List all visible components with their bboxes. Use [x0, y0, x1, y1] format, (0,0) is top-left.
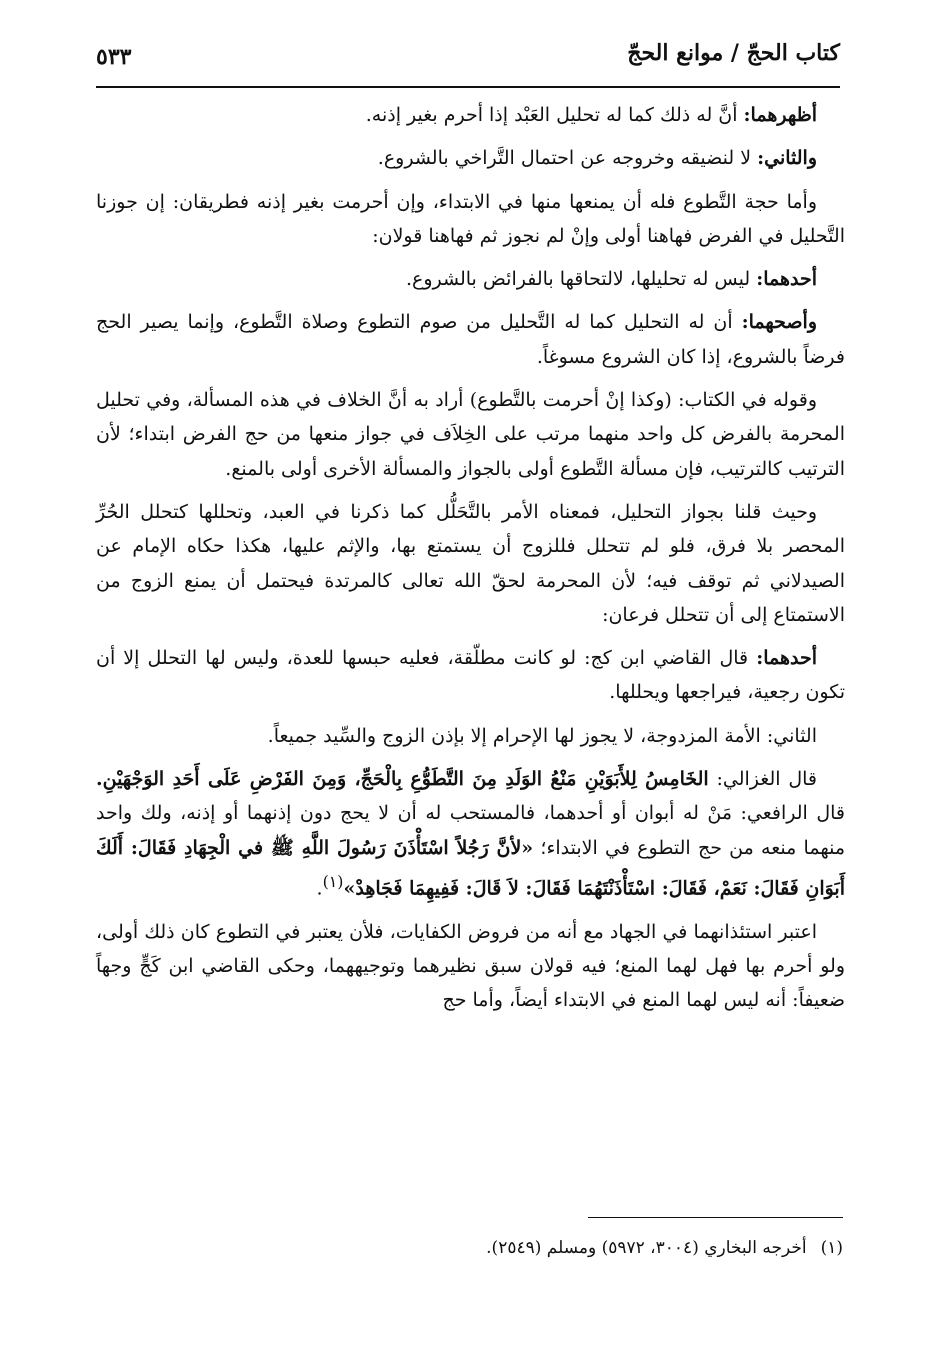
- ghazali-paragraph: [96, 762, 845, 906]
- paragraph-label: أحدهما:: [756, 268, 817, 291]
- paragraph-text: أنَّ له ذلك كما له تحليل العَبْد إذا أحرم بغير إذنه.: [365, 104, 744, 126]
- paragraph: [96, 641, 845, 710]
- ghazali-intro: قال الغزالي:: [708, 768, 817, 791]
- paragraph: [96, 719, 845, 753]
- paragraph: [96, 98, 845, 132]
- sentence-end: .: [316, 877, 323, 900]
- paragraph: [96, 141, 845, 175]
- paragraph-text: أن له التحليل كما له التَّحليل من صوم التطوع وصلاة التَّطوع، وإنما يصير الحج فرضاً بالشروع، إذا كان الشروع مسوغاً.: [96, 311, 845, 368]
- rafii-commentary: قال الرافعي: مَنْ له أبوان أو أحدهما، فالمستحب له أن لا يحج دون إذنهما أو إذنه، ولك واحد منهما منعه من حج التطوع في الابتداء؛: [96, 802, 845, 859]
- paragraph-text: وحيث قلنا بجواز التحليل، فمعناه الأمر بالتَّحَلُّل كما ذكرنا في العبد، وتحللها كتحلل الحُرِّ المحصر بلا فرق، فلو لم تتحلل فللزوج أن يستمتع بها، والإثم عليها، هكذا حكاه الإمام عن الصيدلاني ثم توقف فيه؛ لأن المحرمة لحقّ الله تعالى كالمرتدة فيحتمل أن يمنع الزوج من الاستمتاع إلى أن تتحلل فرعان:: [96, 500, 845, 626]
- page-body: [96, 98, 845, 1026]
- ghazali-quote: الخَامِسُ لِلأَبَوَيْنِ مَنْعُ الوَلَدِ مِنَ التَّطَوُّعِ بِالْحَجِّ، وَمِنَ الفَرْضِ عَلَى أَحَدِ الوَجْهَيْنِ.: [96, 768, 709, 791]
- footnote-divider: [588, 1217, 843, 1218]
- paragraph-text: وقوله في الكتاب: (وكذا إنْ أحرمت بالتَّطوع) أراد به أنَّ الخلاف في هذه المسألة، وفي تحليل المحرمة بالفرض كل واحد منهما مرتب على الخِلاَف في جواز منعها من حج الفرض ابتداء؛ لأن الترتيب كالترتيب، فإن مسألة التَّطوع أولى بالجواز والمسألة الأخرى أولى بالمنع.: [96, 389, 845, 480]
- paragraph-text: الثاني: الأمة المزدوجة، لا يجوز لها الإحرام إلا بإذن الزوج والسِّيد جميعاً.: [267, 724, 817, 747]
- paragraph: [96, 495, 845, 632]
- page-number: ٥٣٣: [96, 44, 132, 70]
- hadith-quote: «لأنَّ رَجُلاً اسْتَأْذَنَ رَسُولَ اللَّهِ ﷺ في الْجِهَادِ فَقَالَ: أَلَكَ أَبَوَانِ فَقَالَ: نَعَمْ، فَقَالَ: اسْتَأْذَنْتَهُمَا فَقَالَ: لاَ قَالَ: فَفِيهِمَا فَجَاهِدْ»: [96, 836, 845, 900]
- paragraph: [96, 915, 845, 1018]
- paragraph-text: ليس له تحليلها، لالتحاقها بالفرائض بالشروع.: [405, 268, 757, 291]
- paragraph-text: لا لنضيقه وخروجه عن احتمال التَّراخي بالشروع.: [377, 147, 758, 170]
- paragraph: [96, 262, 845, 296]
- footnote: [96, 1234, 843, 1262]
- paragraph: [96, 305, 845, 374]
- running-title: كتاب الحجّ / موانع الحجّ: [627, 40, 840, 66]
- paragraph-label: وأصحهما:: [741, 311, 817, 334]
- page-header: [96, 30, 840, 88]
- paragraph-label: أحدهما:: [756, 647, 817, 670]
- paragraph-text: قال القاضي ابن كج: لو كانت مطلّقة، فعليه حبسها للعدة، وليس لها التحلل إلا أن تكون رجعية، فيراجعها ويحللها.: [96, 647, 845, 704]
- paragraph-label: والثاني:: [757, 147, 817, 170]
- footnote-text: أخرجه البخاري (٣٠٠٤، ٥٩٧٢) ومسلم (٢٥٤٩).: [486, 1238, 807, 1258]
- footnote-number: (١): [820, 1238, 843, 1258]
- paragraph-text: وأما حجة التَّطوع فله أن يمنعها منها في الابتداء، وإن أحرمت بغير إذنه فطريقان: إن جوزنا التَّحليل في الفرض فهاهنا أولى وإنْ لم نجوز ثم فهاهنا قولان:: [96, 190, 845, 247]
- paragraph-label: أظهرهما:: [743, 104, 817, 126]
- paragraph: [96, 185, 845, 254]
- footnote-reference: (١): [322, 871, 344, 891]
- paragraph-text: اعتبر استئذانهما في الجهاد مع أنه من فروض الكفايات، فلأن يعتبر في التطوع كان ذلك أولى، ولو أحرم بها فهل لهما المنع؛ فيه قولان سبق نظيرهما وتوجيههما، وحكى القاضي ابن كَجٍّ وجهاً ضعيفاً: أنه ليس لهما المنع في الابتداء أيضاً، وأما حج: [96, 920, 845, 1012]
- paragraph: [96, 383, 845, 486]
